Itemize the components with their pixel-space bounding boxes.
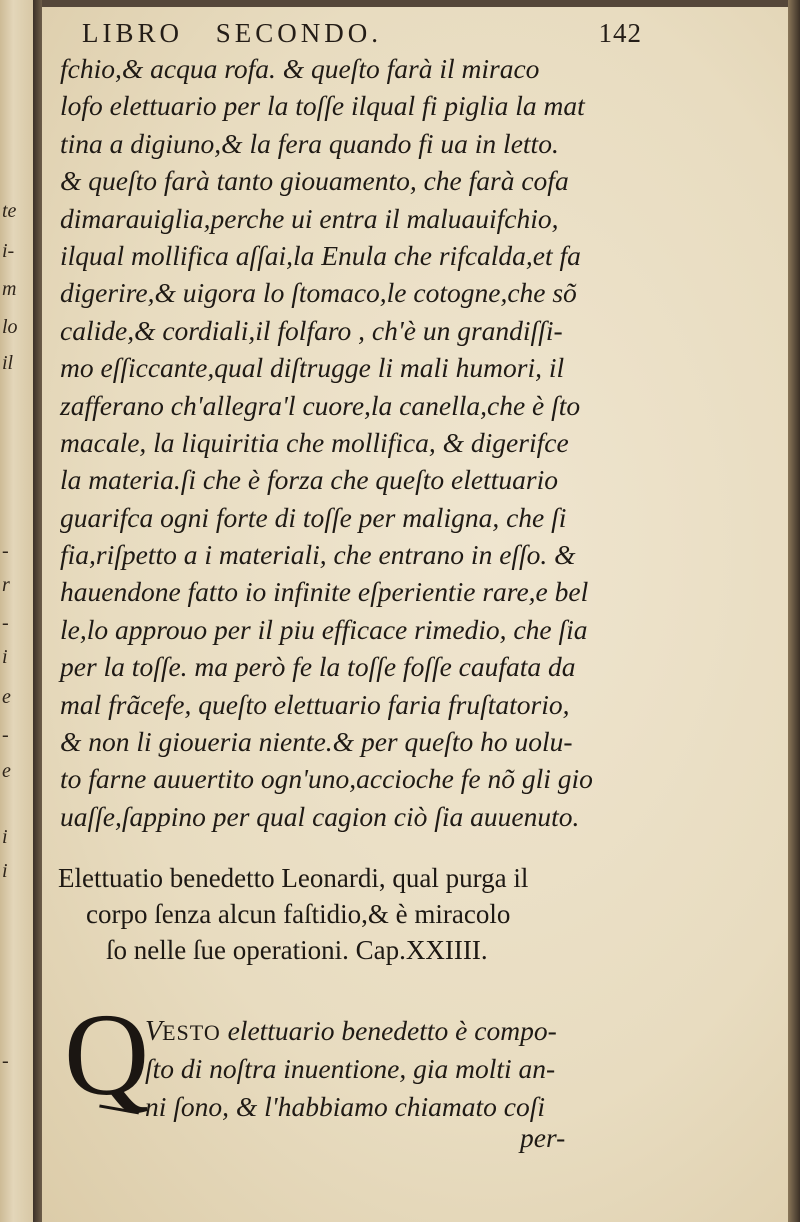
catchword: per-: [520, 1122, 566, 1153]
ink-show-through: [72, 832, 492, 852]
page-number: 142: [598, 18, 642, 48]
drop-cap-letter: Q: [64, 989, 150, 1120]
previous-page-fragment: te: [2, 200, 17, 222]
text-line-rest: elettuario benedetto è compo-: [227, 1015, 557, 1046]
text-line: ſto di noſtra inuentione, gia molti an-: [145, 1053, 556, 1084]
previous-page-fragment: e: [2, 686, 11, 708]
first-word-rest: ESTO: [162, 1020, 221, 1045]
text-line: macale, la liquiritia che mollifica, & digerifce: [60, 426, 569, 458]
chapter-heading-line: Elettuatio benedetto Leonardi, qual purga il: [58, 863, 529, 893]
chapter-heading-line: corpo ſenza alcun faſtidio,& è miracolo: [86, 899, 511, 929]
text-line: ilqual mollifica aſſai,la Enula che rifcalda,et fa: [60, 239, 581, 271]
text-line: digerire,& uigora lo ſtomaco,le cotogne,che sõ: [60, 277, 577, 309]
text-line: fia,riſpetto a i materiali, che entrano in eſſo. &: [60, 539, 576, 571]
running-head: [82, 18, 642, 49]
body-text: [60, 50, 620, 835]
previous-page-fragment: -: [2, 724, 9, 746]
chapter-paragraph: [145, 1012, 625, 1126]
text-line: to farne auuertito ogn'uno,accioche fe nõ gli gio: [60, 763, 593, 795]
running-head-word: LIBRO: [82, 18, 183, 48]
text-line: mal frãcefe, queſto elettuario faria fruſtatorio,: [60, 688, 570, 720]
text-line: fchio,& acqua rofa. & queſto farà il miraco: [60, 53, 540, 84]
first-word-cap: V: [145, 1016, 163, 1047]
first-word: [145, 1015, 221, 1046]
previous-page-fragment: il: [2, 352, 14, 374]
text-line: ni ſono, & l'habbiamo chiamato coſi: [145, 1091, 546, 1122]
text-line: dimarauiglia,perche ui entra il maluauifchio,: [60, 202, 559, 234]
text-line: calide,& cordiali,il folfaro , ch'è un grandiſſi-: [60, 314, 563, 346]
text-line: tina a digiuno,& la fera quando fi ua in letto.: [60, 127, 559, 159]
previous-page-fragment: -: [2, 612, 9, 634]
text-line: lofo elettuario per la toſſe ilqual fi piglia la mat: [60, 90, 585, 122]
text-line: la materia.ſi che è forza che queſto elettuario: [60, 464, 558, 496]
previous-page-fragment: r: [2, 574, 10, 596]
text-line: guarifca ogni forte di toſſe per maligna, che ſi: [60, 501, 567, 533]
running-head-word: SECONDO.: [215, 18, 383, 48]
text-line: & non li gioueria niente.& per queſto ho uolu-: [60, 726, 573, 758]
previous-page-fragment: i: [2, 860, 8, 882]
text-line: zafferano ch'allegra'l cuore,la canella,che è ſto: [60, 389, 581, 421]
previous-page-fragment: -: [2, 1050, 9, 1072]
chapter-heading: [58, 860, 618, 968]
text-line: mo eſſiccante,qual diſtrugge li mali humori, il: [60, 352, 565, 384]
previous-page-fragment: i-: [2, 240, 15, 262]
previous-page-fragment: -: [2, 540, 9, 562]
text-line: uaſſe,ſappino per qual cagion ciò ſia auuenuto.: [60, 800, 580, 832]
previous-page-fragment: m: [2, 278, 17, 300]
drop-cap: [60, 989, 150, 1120]
chapter-heading-line: ſo nelle ſue operationi. Cap.XXIIII.: [106, 935, 488, 965]
page-edge-right: [788, 0, 800, 1222]
text-line: & queſto farà tanto giouamento, che farà cofa: [60, 165, 569, 197]
text-line: le,lo approuo per il piu efficace rimedio, che ſia: [60, 613, 588, 645]
previous-page-fragment: i: [2, 646, 8, 668]
previous-page-fragment: lo: [2, 316, 18, 338]
previous-page-fragment: e: [2, 760, 11, 782]
book-page: [42, 0, 788, 1222]
text-line: hauendone fatto io infinite eſperientie rare,e bel: [60, 576, 589, 608]
page-top-shadow: [42, 0, 788, 7]
text-line: [145, 1012, 625, 1050]
previous-page-fragment: i: [2, 826, 8, 848]
text-line: per la toſſe. ma però fe la toſſe foſſe caufata da: [60, 651, 576, 683]
book-gutter: [33, 0, 42, 1222]
previous-page-edge: [0, 0, 35, 1222]
